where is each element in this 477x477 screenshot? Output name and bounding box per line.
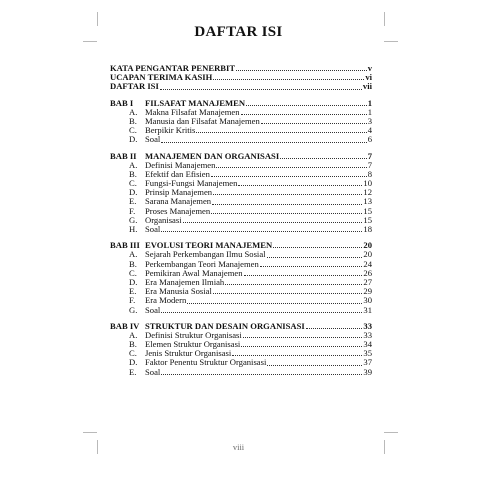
section-letter: A. (129, 106, 138, 117)
crop-mark (83, 432, 97, 433)
toc-entry-page: vi (365, 72, 372, 83)
toc-entry-label: UCAPAN TERIMA KASIH (110, 72, 213, 83)
toc-entry-page: vii (362, 81, 372, 92)
section-label: Era Manusia Sosial (145, 286, 212, 297)
section-letter: A. (129, 329, 138, 340)
dot-leader (241, 345, 362, 347)
toc-entry-label: DAFTAR ISI (110, 81, 159, 92)
section-letter: D. (129, 187, 138, 198)
section-page: 15 (363, 214, 372, 225)
dot-leader (213, 193, 362, 195)
toc-section-entry[interactable] (110, 225, 372, 234)
section-page: 20 (363, 249, 372, 260)
chapter-title: FILSAFAT MANAJEMEN (145, 97, 246, 108)
section-letter: A. (129, 159, 138, 170)
section-page: 24 (363, 258, 372, 269)
section-page: 15 (363, 205, 372, 216)
section-page: 33 (363, 329, 372, 340)
dot-leader (238, 184, 362, 186)
dot-leader (183, 221, 363, 223)
section-label: Era Manajemen Ilmiah (145, 276, 225, 287)
section-label: Sejarah Perkembangan Ilmu Sosial (145, 249, 266, 260)
section-label: Manusia dan Filsafat Manajemen (145, 115, 260, 126)
section-page: 34 (363, 339, 372, 350)
section-label: Soal (145, 304, 161, 315)
section-letter: A. (129, 249, 138, 260)
dot-leader (213, 292, 363, 294)
page-title: DAFTAR ISI (194, 24, 283, 40)
dot-leader (161, 311, 362, 313)
chapter-title: MANAJEMEN DAN ORGANISASI (145, 150, 280, 161)
section-letter: C. (129, 125, 137, 136)
section-letter: B. (129, 115, 137, 126)
section-label: Organisasi (145, 214, 182, 225)
section-letter: C. (129, 178, 137, 189)
section-letter: D. (129, 276, 138, 287)
section-label: Faktor Penentu Struktur Organisasi (145, 357, 267, 368)
chapter-page: 1 (367, 97, 372, 108)
section-page: 1 (367, 106, 372, 117)
dot-leader (243, 336, 363, 338)
section-label: Efektif dan Efisien (145, 168, 210, 179)
chapter-page: 33 (363, 320, 372, 331)
dot-leader (261, 122, 367, 124)
dot-leader (211, 175, 367, 177)
section-page: 18 (363, 224, 372, 234)
section-label: Berpikir Kritis (145, 125, 196, 136)
section-page: 27 (363, 276, 372, 287)
chapter-title: EVOLUSI TEORI MANAJEMEN (145, 240, 273, 251)
section-label: Makna Filsafat Manajemen (145, 106, 240, 117)
section-letter: C. (129, 348, 137, 359)
dot-leader (232, 354, 362, 356)
chapter-number: BAB I (110, 97, 134, 108)
section-page: 8 (367, 168, 372, 179)
dot-leader (225, 283, 362, 285)
chapter-page: 7 (367, 150, 372, 161)
toc-front-entry[interactable] (110, 82, 372, 91)
section-letter: D. (129, 357, 138, 368)
section-page: 31 (363, 304, 372, 315)
dot-leader (160, 88, 362, 90)
dot-leader (196, 131, 366, 133)
dot-leader (187, 302, 362, 304)
dot-leader (246, 104, 367, 106)
section-letter: E. (129, 286, 137, 297)
dot-leader (306, 327, 363, 329)
toc-entry-label: KATA PENGANTAR PENERBIT (110, 63, 236, 73)
dot-leader (244, 274, 363, 276)
section-page: 30 (363, 295, 372, 306)
toc-section-entry[interactable] (110, 135, 372, 144)
dot-leader (161, 230, 362, 232)
section-label: Pemikiran Awal Manajemen (145, 267, 243, 278)
toc-entry-page: v (367, 63, 372, 73)
chapter-number: BAB III (110, 240, 140, 251)
section-label: Elemen Struktur Organisasi (145, 339, 241, 350)
section-page: 3 (367, 115, 372, 126)
dot-leader (161, 141, 366, 143)
dot-leader (273, 246, 362, 248)
crop-mark (384, 41, 398, 42)
section-letter: C. (129, 267, 137, 278)
chapter-title: STRUKTUR DAN DESAIN ORGANISASI (145, 320, 305, 331)
page-number: viii (232, 442, 245, 452)
crop-mark (384, 432, 398, 433)
section-page: 13 (363, 196, 372, 207)
section-label: Prinsip Manajemen (145, 187, 213, 198)
section-label: Jenis Struktur Organisasi (145, 348, 232, 359)
dot-leader (267, 256, 363, 258)
section-page: 7 (367, 159, 372, 170)
section-letter: E. (129, 196, 137, 207)
section-letter: F. (129, 205, 136, 216)
section-label: Soal (145, 366, 161, 377)
section-label: Definisi Manajemen (145, 159, 216, 170)
dot-leader (161, 373, 362, 375)
section-letter: G. (129, 214, 138, 225)
dot-leader (241, 113, 367, 115)
dot-leader (216, 166, 366, 168)
section-page: 39 (363, 366, 372, 377)
section-letter: H. (129, 224, 138, 234)
crop-mark (83, 41, 97, 42)
section-page: 4 (367, 125, 372, 136)
section-page: 35 (363, 348, 372, 359)
section-letter: D. (129, 134, 138, 145)
chapter-number: BAB IV (110, 320, 140, 331)
section-label: Proses Manajemen (145, 205, 211, 216)
section-page: 10 (363, 178, 372, 189)
table-of-contents (110, 64, 372, 377)
section-label: Era Modern (145, 295, 187, 306)
dot-leader (213, 78, 364, 80)
section-letter: B. (129, 339, 137, 350)
section-letter: F. (129, 295, 136, 306)
section-label: Soal (145, 134, 161, 145)
section-label: Perkembangan Teori Manajemen (145, 258, 259, 269)
dot-leader (212, 203, 362, 205)
dot-leader (236, 69, 367, 71)
section-page: 12 (363, 187, 372, 198)
section-label: Sarana Manajemen (145, 196, 212, 207)
toc-section-entry[interactable] (110, 306, 372, 315)
section-letter: G. (129, 304, 138, 315)
section-label: Soal (145, 224, 161, 234)
section-label: Definisi Struktur Organisasi (145, 329, 242, 340)
dot-leader (280, 157, 367, 159)
section-letter: B. (129, 258, 137, 269)
section-page: 29 (363, 286, 372, 297)
section-letter: B. (129, 168, 137, 179)
chapter-page: 20 (363, 240, 372, 251)
chapter-number: BAB II (110, 150, 137, 161)
section-page: 6 (367, 134, 372, 145)
section-label: Fungsi-Fungsi Manajemen (145, 178, 238, 189)
section-page: 26 (363, 267, 372, 278)
section-page: 37 (363, 357, 372, 368)
section-letter: E. (129, 366, 137, 377)
dot-leader (267, 364, 362, 366)
dot-leader (211, 212, 362, 214)
dot-leader (260, 265, 363, 267)
toc-section-entry[interactable] (110, 368, 372, 377)
